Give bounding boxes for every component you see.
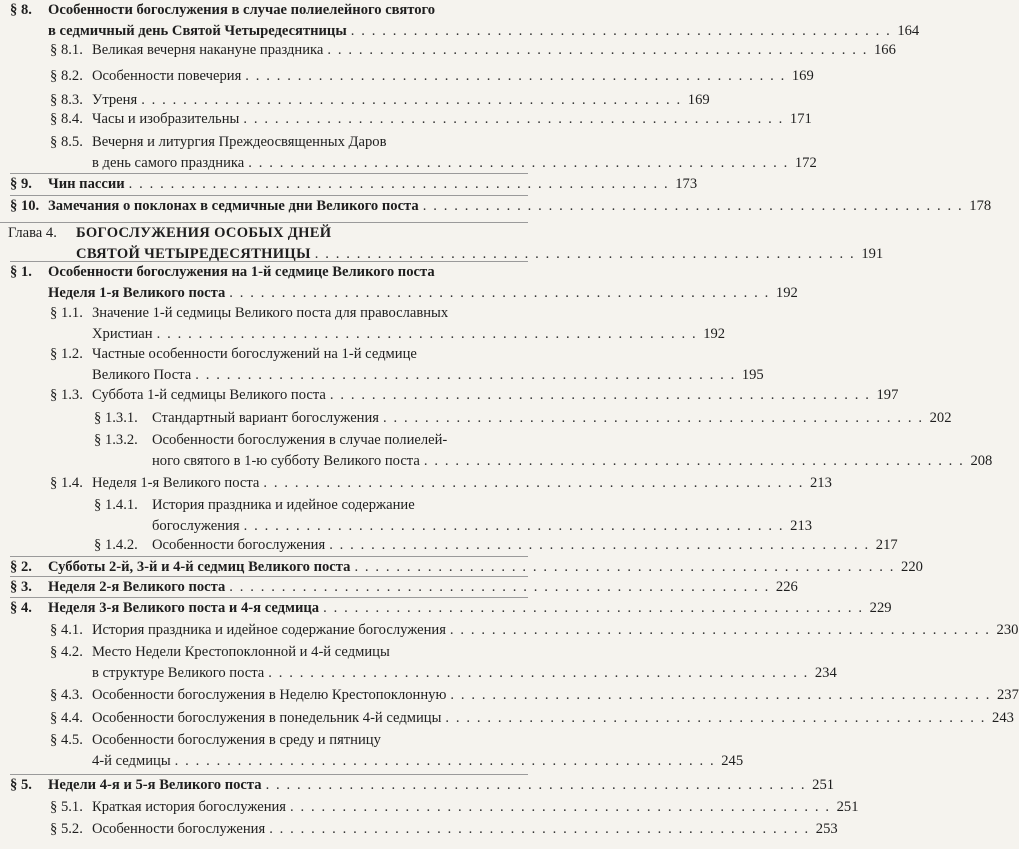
entry-title: Неделя 1-я Великого поста: [92, 475, 260, 491]
toc-entry[interactable]: [50, 685, 1019, 706]
page-number: 251: [812, 777, 835, 793]
entry-title: Христиан: [92, 326, 153, 342]
dot-leader: . . . . . . . . . . . . . . . . . . . . . . . . . . . . . . . . . . . . . . . . . . . . . . . . . . . .: [243, 518, 785, 534]
page-number: 213: [790, 518, 813, 534]
section-number: § 10.: [10, 198, 40, 214]
section-number: § 9.: [10, 176, 32, 192]
entry-title: Вечерня и литургия Преждеосвященных Даров: [92, 134, 387, 150]
section-number: § 1.3.1.: [94, 410, 138, 426]
page-number: 251: [836, 799, 859, 815]
section-number: § 1.3.: [50, 387, 83, 403]
section-number: § 4.: [10, 600, 32, 616]
section-number: § 4.5.: [50, 732, 83, 748]
dot-leader: . . . . . . . . . . . . . . . . . . . . . . . . . . . . . . . . . . . . . . . . . . . . . . . . . . . .: [269, 821, 810, 837]
page-number: 230: [996, 622, 1019, 638]
toc-entry[interactable]: [50, 797, 859, 818]
section-number: § 1.4.: [50, 475, 83, 491]
dot-leader: . . . . . . . . . . . . . . . . . . . . . . . . . . . . . . . . . . . . . . . . . . . . . . . . . . . .: [450, 687, 991, 703]
entry-title: Значение 1-й седмицы Великого поста для православных: [92, 305, 449, 321]
entry-title: Суббота 1-й седмицы Великого поста: [92, 387, 326, 403]
section-number: § 8.1.: [50, 42, 83, 58]
entry-title: Субботы 2-й, 3-й и 4-й седмиц Великого поста: [48, 559, 351, 575]
page-number: 217: [875, 537, 898, 553]
dot-leader: . . . . . . . . . . . . . . . . . . . . . . . . . . . . . . . . . . . . . . . . . . . . . . . . . . . .: [263, 475, 804, 491]
dot-leader: . . . . . . . . . . . . . . . . . . . . . . . . . . . . . . . . . . . . . . . . . . . . . . . . . . . .: [128, 176, 670, 192]
divider: [10, 576, 528, 577]
dot-leader: . . . . . . . . . . . . . . . . . . . . . . . . . . . . . . . . . . . . . . . . . . . . . . . . . . . .: [327, 42, 868, 58]
entry-title: Особенности богослужения в случае полиелейного святого: [48, 2, 436, 18]
section-number: § 4.1.: [50, 622, 83, 638]
toc-entry[interactable]: [10, 577, 798, 598]
section-number: § 5.1.: [50, 799, 83, 815]
page-number: 192: [775, 285, 798, 301]
entry-title: СВЯТОЙ ЧЕТЫРЕДЕСЯТНИЦЫ: [76, 246, 311, 262]
dot-leader: . . . . . . . . . . . . . . . . . . . . . . . . . . . . . . . . . . . . . . . . . . . . . . . . . . . .: [445, 710, 987, 726]
entry-title: 4-й седмицы: [92, 753, 171, 769]
section-number: § 1.4.2.: [94, 537, 138, 553]
entry-title: Особенности богослужения: [152, 537, 326, 553]
toc-entry[interactable]: [50, 730, 744, 772]
page-number: 192: [703, 326, 726, 342]
dot-leader: . . . . . . . . . . . . . . . . . . . . . . . . . . . . . . . . . . . . . . . . . . . . . . . . . . . .: [248, 155, 789, 171]
entry-title: Утреня: [92, 92, 138, 108]
toc-chapter[interactable]: [8, 223, 884, 265]
toc-entry[interactable]: [10, 557, 923, 578]
entry-title: Частные особенности богослужений на 1-й седмице: [92, 346, 417, 362]
section-number: § 4.4.: [50, 710, 83, 726]
entry-title: Особенности богослужения: [92, 821, 266, 837]
toc-entry[interactable]: [50, 642, 837, 684]
entry-title: Великая вечерня накануне праздника: [92, 42, 324, 58]
page-number: 173: [675, 176, 698, 192]
section-number: § 1.1.: [50, 305, 83, 321]
dot-leader: . . . . . . . . . . . . . . . . . . . . . . . . . . . . . . . . . . . . . . . . . . . . . . . . . . . .: [156, 326, 698, 342]
section-number: § 1.: [10, 264, 32, 280]
entry-title: Великого Поста: [92, 367, 192, 383]
page-number: 220: [901, 559, 923, 575]
dot-leader: . . . . . . . . . . . . . . . . . . . . . . . . . . . . . . . . . . . . . . . . . . . . . . . . . . . .: [290, 799, 831, 815]
entry-title: ного святого в 1-ю субботу Великого поста: [152, 453, 420, 469]
entry-title: История праздника и идейное содержание: [152, 497, 415, 513]
divider: [10, 195, 528, 196]
section-number: § 8.3.: [50, 92, 83, 108]
page-number: 253: [815, 821, 838, 837]
toc-entry[interactable]: [50, 132, 817, 174]
entry-title: в день самого праздника: [92, 155, 245, 171]
entry-title: Неделя 3-я Великого поста и 4-я седмица: [48, 600, 320, 616]
page-number: 202: [929, 410, 952, 426]
entry-title: Особенности богослужения в случае полиелей-: [152, 432, 448, 448]
entry-title: История праздника и идейное содержание богослужения: [92, 622, 446, 638]
toc-entry[interactable]: [50, 473, 832, 494]
entry-title: в седмичный день Святой Четыредесятницы: [48, 23, 347, 39]
toc-entry[interactable]: [10, 196, 992, 217]
dot-leader: . . . . . . . . . . . . . . . . . . . . . . . . . . . . . . . . . . . . . . . . . . . . . . . . . . . .: [314, 246, 856, 262]
toc-entry[interactable]: [10, 0, 920, 42]
dot-leader: . . . . . . . . . . . . . . . . . . . . . . . . . . . . . . . . . . . . . . . . . . . . . . . . . . . .: [229, 579, 770, 595]
toc-entry[interactable]: [94, 408, 952, 429]
page-number: 226: [775, 579, 798, 595]
dot-leader: . . . . . . . . . . . . . . . . . . . . . . . . . . . . . . . . . . . . . . . . . . . . . . . . . . . .: [195, 367, 736, 383]
entry-title: Краткая история богослужения: [92, 799, 287, 815]
divider: [0, 222, 528, 223]
section-number: § 5.: [10, 777, 32, 793]
entry-title: Неделя 1-я Великого поста: [48, 285, 226, 301]
section-number: § 1.3.2.: [94, 432, 138, 448]
entry-title: Часы и изобразительны: [92, 111, 240, 127]
toc-entry[interactable]: [94, 495, 813, 537]
dot-leader: . . . . . . . . . . . . . . . . . . . . . . . . . . . . . . . . . . . . . . . . . . . . . . . . . . . .: [141, 92, 682, 108]
page-number: 172: [794, 155, 817, 171]
toc-entry[interactable]: [50, 66, 814, 87]
dot-leader: . . . . . . . . . . . . . . . . . . . . . . . . . . . . . . . . . . . . . . . . . . . . . . . . . . . .: [245, 68, 786, 84]
page-number: 195: [741, 367, 764, 383]
section-number: § 4.3.: [50, 687, 83, 703]
page-number: 191: [861, 246, 884, 262]
section-number: § 2.: [10, 559, 32, 575]
dot-leader: . . . . . . . . . . . . . . . . . . . . . . . . . . . . . . . . . . . . . . . . . . . . . . . . . . . .: [243, 111, 784, 127]
entry-title: Особенности повечерия: [92, 68, 242, 84]
page-number: 245: [721, 753, 744, 769]
entry-title: Замечания о поклонах в седмичные дни Великого поста: [48, 198, 419, 214]
entry-title: Недели 4-я и 5-я Великого поста: [48, 777, 262, 793]
page-number: 243: [992, 710, 1014, 726]
page-number: 169: [687, 92, 710, 108]
toc-entry[interactable]: [50, 90, 710, 111]
toc-entry[interactable]: [50, 620, 1019, 641]
entry-title: Стандартный вариант богослужения: [152, 410, 380, 426]
toc-entry[interactable]: [10, 598, 892, 619]
page-number: 169: [791, 68, 814, 84]
dot-leader: . . . . . . . . . . . . . . . . . . . . . . . . . . . . . . . . . . . . . . . . . . . . . . . . . . . .: [229, 285, 770, 301]
toc-entry[interactable]: [50, 819, 838, 840]
entry-title: Неделя 2-я Великого поста: [48, 579, 226, 595]
entry-title: БОГОСЛУЖЕНИЯ ОСОБЫХ ДНЕЙ: [76, 225, 332, 241]
section-number: Глава 4.: [8, 225, 57, 241]
section-number: § 8.: [10, 2, 32, 18]
section-number: § 8.4.: [50, 111, 83, 127]
toc-entry[interactable]: [50, 40, 896, 61]
divider: [10, 261, 528, 262]
toc-entry[interactable]: [50, 303, 726, 345]
entry-title: Особенности богослужения в понедельник 4-й седмицы: [92, 710, 442, 726]
page-number: 164: [897, 23, 920, 39]
section-number: § 8.5.: [50, 134, 83, 150]
dot-leader: . . . . . . . . . . . . . . . . . . . . . . . . . . . . . . . . . . . . . . . . . . . . . . . . . . . .: [329, 387, 871, 403]
toc-entry[interactable]: [94, 430, 993, 472]
divider: [10, 597, 528, 598]
toc-entry[interactable]: [50, 344, 764, 386]
divider: [10, 556, 528, 557]
toc-entry[interactable]: [10, 174, 698, 195]
section-number: § 3.: [10, 579, 32, 595]
entry-title: в структуре Великого поста: [92, 665, 265, 681]
entry-title: Особенности богослужения в Неделю Крестопоклонную: [92, 687, 447, 703]
divider: [10, 173, 528, 174]
dot-leader: . . . . . . . . . . . . . . . . . . . . . . . . . . . . . . . . . . . . . . . . . . . . . . . . . . . .: [383, 410, 924, 426]
dot-leader: . . . . . . . . . . . . . . . . . . . . . . . . . . . . . . . . . . . . . . . . . . . . . . . . . . . .: [449, 622, 991, 638]
page-number: 197: [876, 387, 899, 403]
toc-entry[interactable]: [10, 775, 835, 796]
section-number: § 5.2.: [50, 821, 83, 837]
divider: [10, 774, 528, 775]
dot-leader: . . . . . . . . . . . . . . . . . . . . . . . . . . . . . . . . . . . . . . . . . . . . . . . . . . . .: [329, 537, 870, 553]
section-number: § 8.2.: [50, 68, 83, 84]
page-number: 237: [996, 687, 1019, 703]
toc-entry[interactable]: [50, 708, 1014, 729]
page-number: 178: [969, 198, 992, 214]
page-number: 234: [814, 665, 837, 681]
dot-leader: . . . . . . . . . . . . . . . . . . . . . . . . . . . . . . . . . . . . . . . . . . . . . . . . . . . .: [323, 600, 864, 616]
entry-title: Чин пассии: [48, 176, 125, 192]
entry-title: Особенности богослужения на 1-й седмице Великого поста: [48, 264, 435, 280]
section-number: § 4.2.: [50, 644, 83, 660]
entry-title: богослужения: [152, 518, 240, 534]
dot-leader: . . . . . . . . . . . . . . . . . . . . . . . . . . . . . . . . . . . . . . . . . . . . . . . . . . . .: [350, 23, 892, 39]
page-number: 166: [873, 42, 896, 58]
page-number: 171: [789, 111, 812, 127]
toc-entry[interactable]: [94, 535, 898, 556]
page-number: 213: [809, 475, 832, 491]
dot-leader: . . . . . . . . . . . . . . . . . . . . . . . . . . . . . . . . . . . . . . . . . . . . . . . . . . . .: [265, 777, 807, 793]
entry-title: Особенности богослужения в среду и пятницу: [92, 732, 381, 748]
toc-entry[interactable]: [50, 109, 812, 130]
section-number: § 1.4.1.: [94, 497, 138, 513]
page-number: 229: [869, 600, 892, 616]
toc-entry[interactable]: [50, 385, 899, 406]
section-number: § 1.2.: [50, 346, 83, 362]
dot-leader: . . . . . . . . . . . . . . . . . . . . . . . . . . . . . . . . . . . . . . . . . . . . . . . . . . . .: [422, 198, 964, 214]
dot-leader: . . . . . . . . . . . . . . . . . . . . . . . . . . . . . . . . . . . . . . . . . . . . . . . . . . . .: [174, 753, 716, 769]
toc-entry[interactable]: [10, 262, 798, 304]
dot-leader: . . . . . . . . . . . . . . . . . . . . . . . . . . . . . . . . . . . . . . . . . . . . . . . . . . . .: [268, 665, 809, 681]
entry-title: Место Недели Крестопоклонной и 4-й седмицы: [92, 644, 390, 660]
page-number: 208: [970, 453, 993, 469]
dot-leader: . . . . . . . . . . . . . . . . . . . . . . . . . . . . . . . . . . . . . . . . . . . . . . . . . . . .: [354, 559, 896, 575]
dot-leader: . . . . . . . . . . . . . . . . . . . . . . . . . . . . . . . . . . . . . . . . . . . . . . . . . . . .: [423, 453, 965, 469]
